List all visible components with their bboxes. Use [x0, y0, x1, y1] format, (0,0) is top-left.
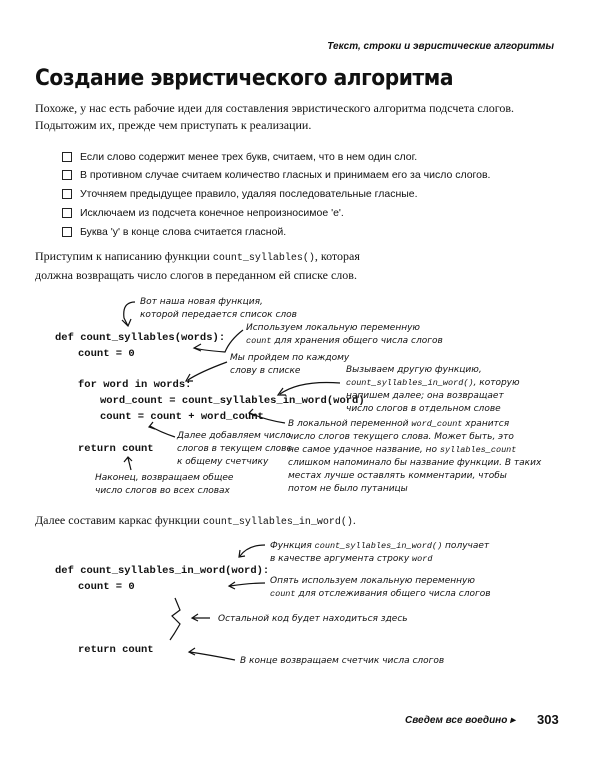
paragraph-3: Далее составим каркас функции count_syllables_in_word().	[35, 513, 356, 528]
arrow-icon	[189, 648, 235, 660]
code-line: def count_syllables(words):	[55, 332, 226, 344]
code-line: count = 0	[78, 348, 135, 360]
running-header: Текст, строки и эвристические алгоритмы	[327, 41, 554, 52]
arrow-icon	[186, 362, 227, 381]
annotation: Наконец, возвращаем общее число слогов во всех словах	[95, 473, 234, 496]
annotation: Вот наша новая функция, которой передается список слов	[140, 297, 297, 320]
annotation: Вызываем другую функцию, count_syllables_in_word(), которую напишем далее; она возвращает число слогов в отдельном слове	[346, 365, 520, 414]
page-number: 303	[537, 712, 559, 727]
arrow-icon	[278, 382, 340, 395]
annotation: Остальной код будет находиться здесь	[218, 614, 408, 624]
arrow-icon	[194, 330, 243, 352]
checklist-text: В противном случае считаем количество гласных и принимаем его за число слогов.	[80, 169, 491, 181]
checklist-text: Исключаем из подсчета конечное непроизносимое 'e'.	[80, 207, 344, 219]
annotation: В локальной переменной word_count хранится число слогов текущего слова. Может быть, это не самое удачное название, но syllables_count слишком напоминало бы название функции. В таких местах лучше оставлять комментарии, чтобы потом не было путаницы	[288, 419, 542, 494]
code-line: count = count + word_count	[100, 411, 264, 423]
arrow-icon	[124, 457, 132, 470]
arrow-icon	[149, 422, 175, 437]
code-line: return count	[78, 443, 154, 455]
arrow-icon	[249, 409, 285, 423]
annotation: Мы пройдем по каждому слову в списке	[230, 353, 350, 376]
text: Приступим к написанию функции	[35, 249, 213, 263]
checklist-text: Если слово содержит менее трех букв, считаем, что в нем один слог.	[80, 151, 418, 163]
code-line: count = 0	[78, 581, 135, 593]
text: , которая должна возвращать число слогов в переданном ей списке слов.	[35, 249, 360, 282]
annotation: Далее добавляем число слогов в текущем слове к общему счетчику	[177, 431, 293, 467]
arrow-icon	[122, 302, 135, 326]
arrow-icon	[192, 614, 210, 621]
checklist-text: Буква 'y' в конце слова считается гласной.	[80, 226, 287, 238]
code-line: for word in words:	[78, 379, 192, 391]
triangle-right-icon: ▸	[510, 715, 516, 726]
annotation: Используем локальную переменную count для хранения общего числа слогов	[246, 323, 443, 346]
annotation: Опять используем локальную переменную count для отслеживания общего числа слогов	[270, 576, 491, 599]
next-section-link[interactable]: Сведем все воедино ▸	[405, 715, 516, 726]
page-title: Создание эвристического алгоритма	[35, 66, 454, 91]
code-line: word_count = count_syllables_in_word(word)	[100, 395, 365, 407]
annotation: В конце возвращаем счетчик числа слогов	[240, 656, 445, 666]
inline-code: count_syllables()	[212, 253, 315, 264]
intro-paragraph: Похоже, у нас есть рабочие идеи для составления эвристического алгоритма подсчета слогов. Подытожим их, прежде чем приступать к реализации.	[35, 101, 515, 132]
code-line: return count	[78, 644, 154, 656]
checklist-text: Уточняем предыдущее правило, удаляя последовательные гласные.	[80, 188, 418, 200]
annotation: Функция count_syllables_in_word() получает в качестве аргумента строку word	[270, 541, 490, 564]
code-line: def count_syllables_in_word(word):	[55, 565, 270, 577]
arrow-icon	[239, 545, 265, 557]
arrow-icon	[229, 582, 265, 589]
brace-icon	[170, 598, 180, 640]
